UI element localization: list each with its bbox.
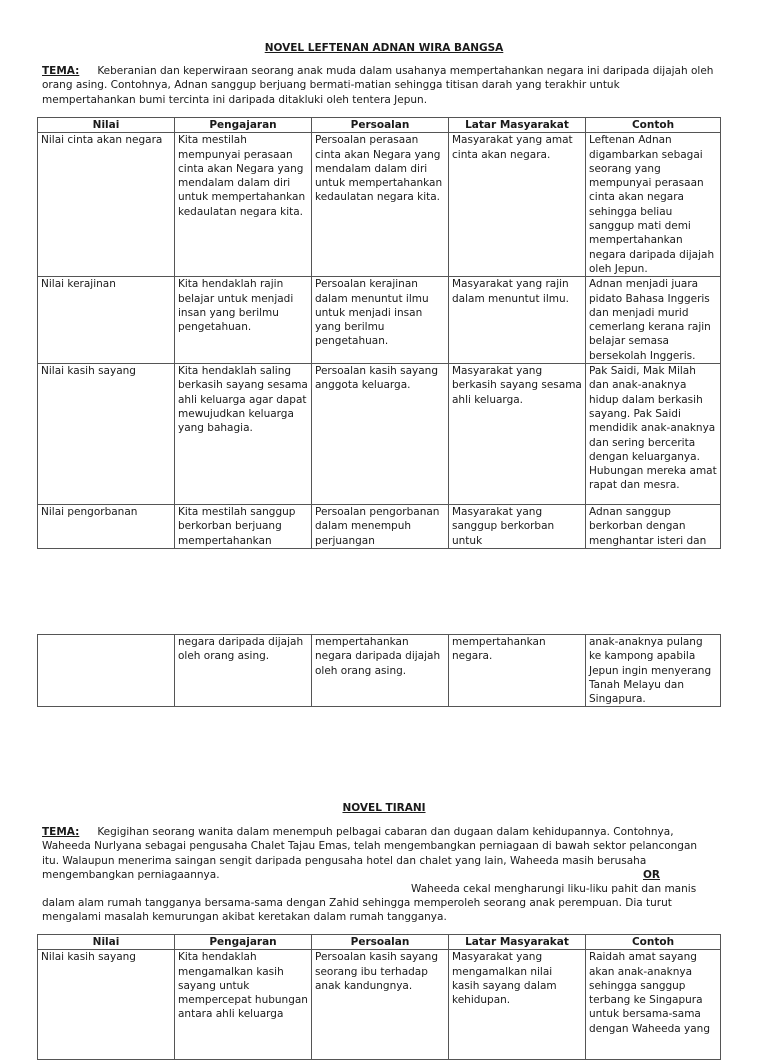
cell-nilai: Nilai cinta akan negara (38, 133, 175, 277)
header-contoh: Contoh (586, 118, 721, 133)
novel1-tema (42, 64, 716, 107)
table-row (38, 364, 721, 505)
cell-pengajaran: Kita mestilah sanggup berkorban berjuang mempertahankan (175, 505, 312, 549)
header-nilai: Nilai (38, 935, 175, 950)
table-row (38, 277, 721, 364)
novel2-title: NOVEL TIRANI (342, 802, 426, 814)
novel1-table (37, 117, 721, 549)
cell-pengajaran: Kita mestilah mempunyai perasaan cinta akan Negara yang mendalam dalam diri untuk mempertahankan kedaulatan negara kita. (175, 133, 312, 277)
table-row (38, 635, 721, 707)
cell-contoh: Adnan sanggup berkorban dengan menghantar isteri dan (586, 505, 721, 549)
cell-pengajaran: Kita hendaklah mengamalkan kasih sayang untuk mempercepat hubungan antara ahli keluarga (175, 950, 312, 1060)
novel2-tema-text-2a: Waheeda cekal mengharungi liku-liku pahit dan manis (411, 883, 697, 895)
cell-nilai: Nilai kasih sayang (38, 950, 175, 1060)
cell-pengajaran: Kita hendaklah saling berkasih sayang sesama ahli keluarga agar dapat mewujudkan keluarga yang bahagia. (175, 364, 312, 505)
cell-persoalan: mempertahankan negara daripada dijajah oleh orang asing. (312, 635, 449, 707)
cell-pengajaran: negara daripada dijajah oleh orang asing. (175, 635, 312, 707)
cell-nilai (38, 635, 175, 707)
novel2-table (37, 934, 721, 1060)
cell-latar: Masyarakat yang rajin dalam menuntut ilmu. (449, 277, 586, 364)
novel2-tema-label: TEMA: (42, 826, 80, 838)
or-label: OR (643, 869, 661, 881)
cell-persoalan: Persoalan pengorbanan dalam menempuh perjuangan (312, 505, 449, 549)
header-pengajaran: Pengajaran (175, 935, 312, 950)
header-nilai: Nilai (38, 118, 175, 133)
novel1-table-continued (37, 634, 721, 707)
cell-pengajaran: Kita hendaklah rajin belajar untuk menjadi insan yang berilmu pengetahuan. (175, 277, 312, 364)
table-header-row (38, 935, 721, 950)
header-persoalan: Persoalan (312, 935, 449, 950)
header-latar-masyarakat: Latar Masyarakat (449, 118, 586, 133)
cell-latar: Masyarakat yang amat cinta akan negara. (449, 133, 586, 277)
novel2-tema (42, 825, 716, 882)
novel2-tema-text-2b: dalam alam rumah tangganya bersama-sama dengan Zahid sehingga memperoleh seorang anak perempuan. Dia turut mengalami masalah kemurungan akibat keretakan dalam rumah tangganya. (42, 897, 672, 924)
novel1-tema-label: TEMA: (42, 65, 80, 77)
table-header-row (38, 118, 721, 133)
cell-persoalan: Persoalan kerajinan dalam menuntut ilmu untuk menjadi insan yang berilmu pengetahuan. (312, 277, 449, 364)
novel1-title: NOVEL LEFTENAN ADNAN WIRA BANGSA (264, 42, 504, 54)
cell-latar: Masyarakat yang mengamalkan nilai kasih sayang dalam kehidupan. (449, 950, 586, 1060)
header-persoalan: Persoalan (312, 118, 449, 133)
cell-latar: Masyarakat yang berkasih sayang sesama ahli keluarga. (449, 364, 586, 505)
table-row (38, 950, 721, 1060)
novel2-tema-text: Kegigihan seorang wanita dalam menempuh pelbagai cabaran dan dugaan dalam kehidupannya. Contohnya, Waheeda Nurlyana sebagai pengusaha Chalet Tajau Emas, telah mengembangkan perniagaan di bawah sektor pelancongan itu. Walaupun menerima saingan sengit daripada pengusaha hotel dan chalet yang lain, Waheeda masih berusaha mengembangkan perniagaannya. (42, 826, 698, 881)
cell-latar: Masyarakat yang sanggup berkorban untuk (449, 505, 586, 549)
header-latar-masyarakat: Latar Masyarakat (449, 935, 586, 950)
cell-nilai: Nilai pengorbanan (38, 505, 175, 549)
cell-contoh: Raidah amat sayang akan anak-anaknya sehingga sanggup terbang ke Singapura untuk bersama-sama dengan Waheeda yang (586, 950, 721, 1060)
cell-contoh: anak-anaknya pulang ke kampong apabila Jepun ingin menyerang Tanah Melayu dan Singapura. (586, 635, 721, 707)
table-row (38, 133, 721, 277)
cell-persoalan: Persoalan perasaan cinta akan Negara yang mendalam dalam diri untuk mempertahankan kedaulatan negara kita. (312, 133, 449, 277)
cell-nilai: Nilai kasih sayang (38, 364, 175, 505)
novel1-tema-text: Keberanian dan keperwiraan seorang anak muda dalam usahanya mempertahankan negara ini daripada dijajah oleh orang asing. Contohnya, Adnan sanggup berjuang bermati-matian sehingga titisan darah yang terakhir untuk mempertahankan bumi tercinta ini daripada ditakluki oleh tentera Jepun. (42, 65, 714, 106)
cell-persoalan: Persoalan kasih sayang anggota keluarga. (312, 364, 449, 505)
table-row (38, 505, 721, 549)
cell-contoh: Leftenan Adnan digambarkan sebagai seorang yang mempunyai perasaan cinta akan negara sehingga beliau sanggup mati demi mempertahankan negara daripada dijajah oleh Jepun. (586, 133, 721, 277)
cell-contoh: Adnan menjadi juara pidato Bahasa Inggeris dan menjadi murid cemerlang kerana rajin belajar semasa bersekolah Inggeris. (586, 277, 721, 364)
cell-latar: mempertahankan negara. (449, 635, 586, 707)
cell-persoalan: Persoalan kasih sayang seorang ibu terhadap anak kandungnya. (312, 950, 449, 1060)
cell-contoh: Pak Saidi, Mak Milah dan anak-anaknya hidup dalam berkasih sayang. Pak Saidi mendidik anak-anaknya dan sering bercerita dengan keluarganya. Hubungan mereka amat rapat dan mesra. (586, 364, 721, 505)
header-contoh: Contoh (586, 935, 721, 950)
cell-nilai: Nilai kerajinan (38, 277, 175, 364)
header-pengajaran: Pengajaran (175, 118, 312, 133)
